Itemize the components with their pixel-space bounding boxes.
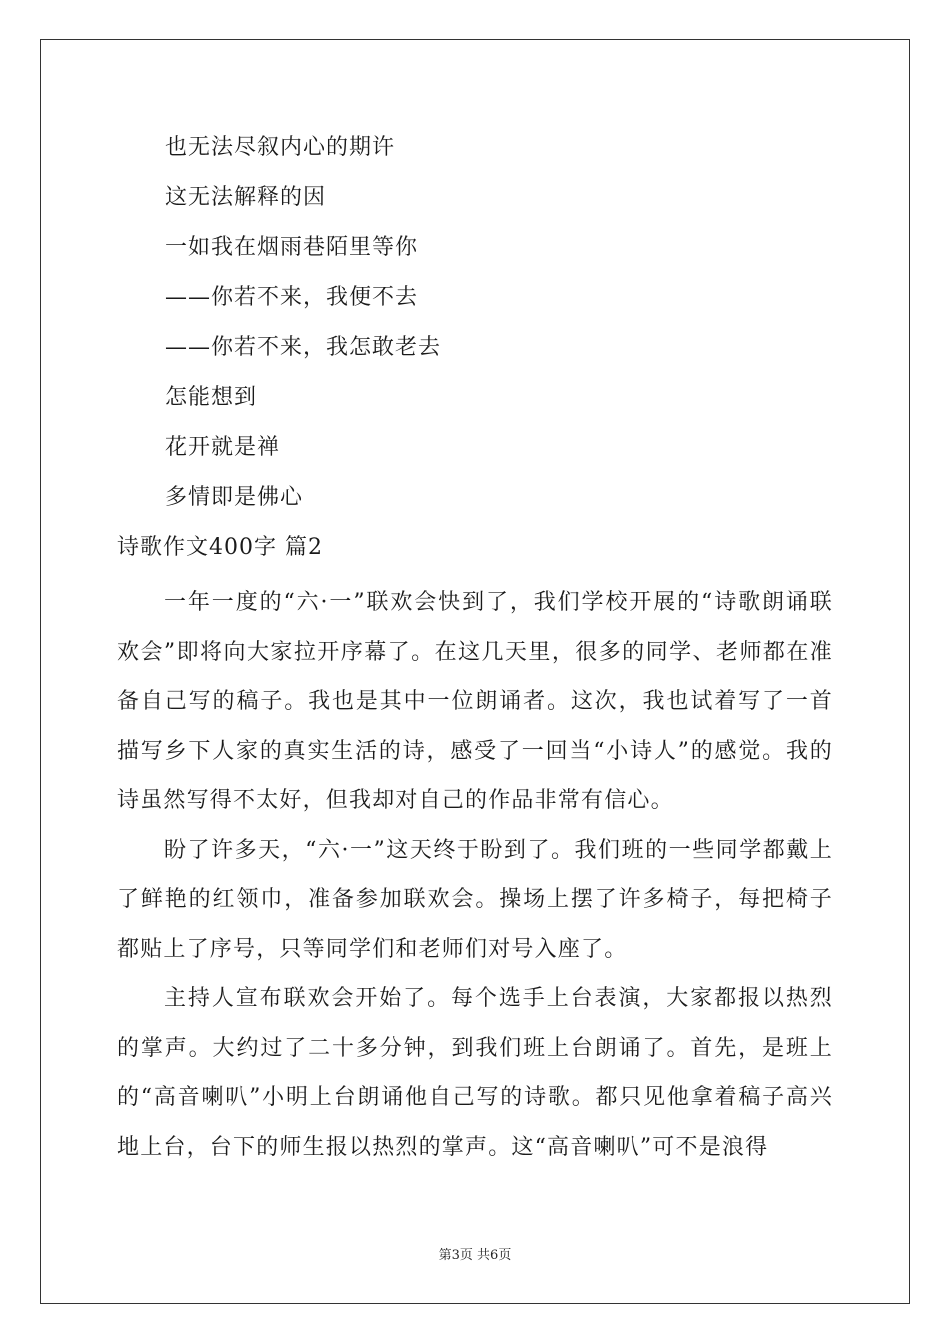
poem-block — [165, 128, 441, 528]
poem-line: 怎能想到 — [165, 385, 258, 410]
poem-line: 一如我在烟雨巷陌里等你 — [165, 235, 419, 260]
poem-line: ——你若不来，我便不去 — [165, 285, 419, 310]
page-footer: 第3页 共6页 — [438, 1248, 512, 1263]
paragraph: 主持人宣布联欢会开始了。每个选手上台表演，大家都报以热烈的掌声。大约过了二十多分钟，到我们班上台朗诵了。首先，是班上的“高音喇叭”小明上台朗诵他自己写的诗歌。都只见他拿着稿子高兴地上台，台下的师生报以热烈的掌声。这“高音喇叭”可不是浪得 — [117, 986, 833, 1160]
section-heading: 诗歌作文400字 篇2 — [117, 535, 323, 560]
poem-line: ——你若不来，我怎敢老去 — [165, 335, 442, 360]
paragraph: 盼了许多天，“六·一”这天终于盼到了。我们班的一些同学都戴上了鲜艳的红领巾，准备参加联欢会。操场上摆了许多椅子，每把椅子都贴上了序号，只等同学们和老师们对号入座了。 — [117, 837, 833, 962]
paragraph: 一年一度的“六·一”联欢会快到了，我们学校开展的“诗歌朗诵联欢会”即将向大家拉开序幕了。在这几天里，很多的同学、老师都在准备自己写的稿子。我也是其中一位朗诵者。这次，我也试着写了一首描写乡下人家的真实生活的诗，感受了一回当“小诗人”的感觉。我的诗虽然写得不太好，但我却对自己的作品非常有信心。 — [117, 590, 833, 813]
poem-line: 这无法解释的因 — [165, 185, 327, 210]
poem-line: 也无法尽叙内心的期许 — [165, 135, 396, 160]
poem-line: 花开就是禅 — [165, 435, 281, 460]
essay-body — [117, 578, 833, 1172]
poem-line: 多情即是佛心 — [165, 485, 304, 510]
